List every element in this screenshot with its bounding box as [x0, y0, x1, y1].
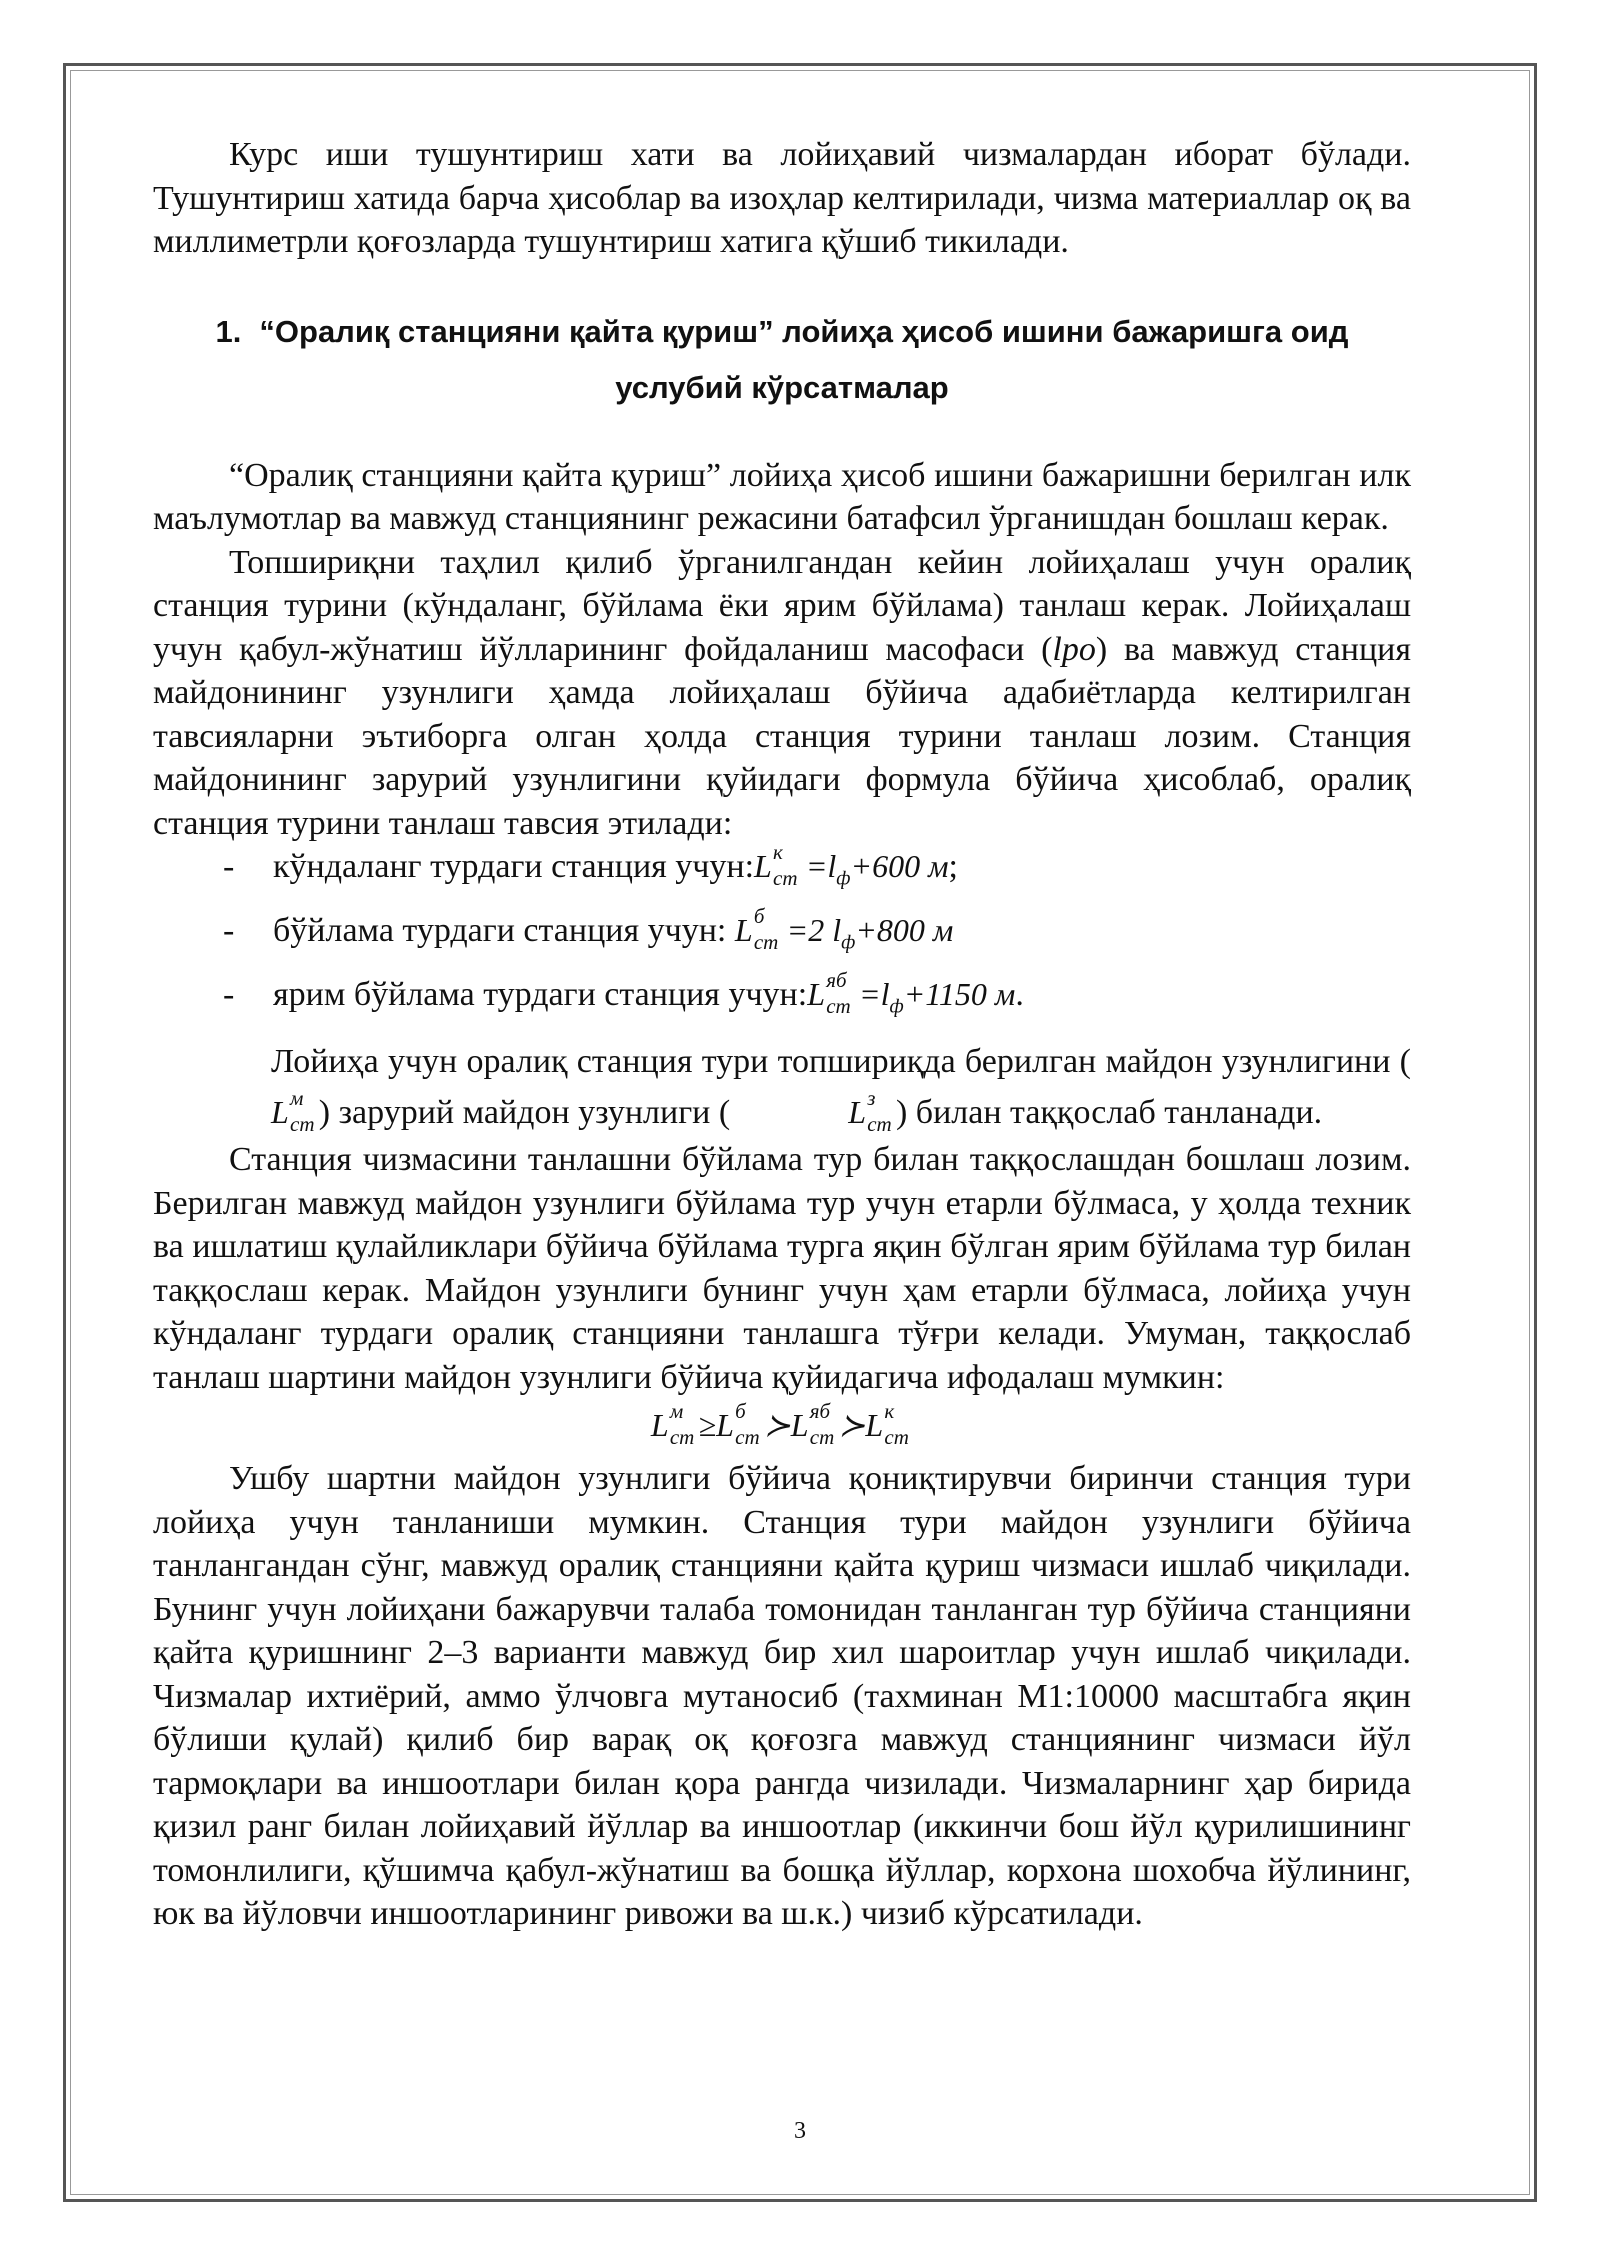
formula-sub: ст [826, 994, 851, 1018]
formula-sub: ст [809, 1425, 835, 1449]
formula-rhs: =l [859, 976, 890, 1012]
lpo-symbol: lpo [1052, 630, 1096, 668]
formula-semi-longitudinal [807, 968, 1016, 1018]
formula-symbol: L [865, 1407, 884, 1443]
paragraph-3 [153, 1037, 1411, 1138]
formula-rhs-sub: ф [889, 995, 904, 1018]
formula-symbol: L [734, 912, 753, 948]
paragraph-2-text-a: Топшириқни таҳлил қилиб ўрганилгандан кейин лойиҳалаш учун оралиқ станция турини (кўндаланг, бўйлама ёки ярим бўйлама) танлаш керак. Лойиҳалаш учун қабул-жўнатиш йўлларининг фойдаланиш масофаси ( [153, 543, 1411, 668]
formula-operator: ≻ [763, 1407, 791, 1443]
section-number: 1. [215, 313, 242, 349]
formula-rhs-tail: +800 м [855, 912, 954, 948]
list-item [153, 904, 1411, 973]
formula-rhs-tail: +600 м [850, 848, 949, 884]
paragraph-3-text-c: ) билан таққослаб танланади. [895, 1094, 1323, 1131]
list-item [153, 840, 1411, 909]
formula-operator: ≥ [698, 1407, 717, 1443]
paragraph-2 [153, 541, 1411, 846]
formula-sup: к [773, 840, 783, 864]
selection-condition-formula [153, 1401, 1411, 1449]
formula-sup: к [884, 1399, 895, 1423]
paragraph-3-text-b: ) зарурий майдон узунлиги ( [318, 1094, 731, 1131]
formula-sup: б [753, 904, 765, 928]
formula-sub: ст [884, 1425, 909, 1449]
list-item-label: ярим бўйлама турдаги станция учун: [273, 976, 808, 1013]
list-dash: - [223, 976, 235, 1013]
list-item-end: ; [948, 848, 958, 885]
formula-sub: ст [867, 1112, 892, 1136]
list-item-label: кўндаланг турдаги станция учун: [273, 848, 755, 885]
formula-rhs-tail: +1150 м [903, 976, 1016, 1012]
formula-sup: яб [809, 1399, 831, 1423]
paragraph-1: “Оралиқ станцияни қайта қуриш” лойиҳа ҳисоб ишини бажаришни берилган илк маълумотлар ва мавжуд станциянинг режасини батафсил ўрганишдан бошлаш керак. [153, 456, 1411, 537]
list-dash: - [223, 848, 235, 885]
formula-sub: ст [753, 930, 779, 954]
list-dash: - [223, 912, 235, 949]
formula-symbol: L [807, 976, 825, 1012]
formula-symbol: L [790, 1407, 809, 1443]
formula-symbol: L [754, 848, 772, 884]
section-title-line1: “Оралиқ станцияни қайта қуриш” лойиҳа ҳисоб ишини бажаришга оид [259, 313, 1349, 349]
formula-symbol: L [716, 1407, 734, 1443]
formula-sup: яб [826, 968, 847, 992]
formula-sup: з [867, 1086, 876, 1110]
formula-sub: ст [669, 1425, 695, 1449]
list-item [153, 968, 1411, 1037]
station-type-list [153, 840, 1411, 1037]
list-item-label: бўйлама турдаги станция учун: [273, 912, 735, 949]
paragraph-2-text-b: ) ва мавжуд станция майдонининг узунлиги ҳамда лойиҳалаш бўйича адабиётларда келтирилган тавсияларни эътиборга олган ҳолда станция турини танлаш лозим. Станция майдонининг зарурий узунлигини қуйидаги формула бўйича ҳисоблаб, оралиқ станция турини танлаш тавсия этилади: [153, 630, 1411, 842]
section-title-line2: услубий кўрсатмалар [615, 369, 949, 405]
formula-rhs-sub: ф [841, 931, 856, 954]
formula-symbol: L [848, 1094, 866, 1130]
formula-given-length [153, 1086, 319, 1136]
formula-longitudinal [734, 904, 954, 954]
formula-transverse [754, 840, 949, 890]
page-content [153, 133, 1411, 1936]
paragraph-4: Станция чизмасини танлашни бўйлама тур билан таққослашдан бошлаш лозим. Берилган мавжуд майдон узунлиги бўйлама тур учун етарли бўлмаса, у ҳолда техник ва ишлатиш қулайликлари бўйича бўйлама турга яқин бўлган ярим бўйлама тур билан таққослаш керак. Майдон узунлиги бунинг учун ҳам етарли бўлмаса, лойиҳа учун кўндаланг турдаги оралиқ станцияни танлашга тўғри келади. Умуман, таққослаб танлаш шартини майдон узунлиги бўйича қуйидагича ифодалаш мумкин: [153, 1141, 1411, 1396]
formula-operator: ≻ [838, 1407, 866, 1443]
formula-sub: ст [735, 1425, 760, 1449]
formula-symbol: L [650, 1407, 669, 1443]
formula-sup: м [669, 1399, 684, 1423]
page-number: 3 [794, 2118, 806, 2144]
formula-required-length [730, 1086, 896, 1136]
list-item-end: . [1015, 976, 1024, 1013]
intro-paragraph: Курс иши тушунтириш хати ва лойиҳавий чизмалардан иборат бўлади. Тушунтириш хатида барча ҳисоблар ва изоҳлар келтирилади, чизма материаллар оқ ва миллиметрли қоғозларда тушунтириш хатига қўшиб тикилади. [153, 136, 1411, 260]
section-heading [153, 304, 1411, 416]
formula-sup: м [290, 1086, 304, 1110]
paragraph-3-text-a: Лойиҳа учун оралиқ станция тури топшириқда берилган майдон узунлигини ( [271, 1043, 1411, 1080]
formula-sub: ст [290, 1112, 315, 1136]
paragraph-5: Ушбу шартни майдон узунлиги бўйича қониқтирувчи биринчи станция тури лойиҳа учун танланиши мумкин. Станция тури майдон узунлиги бўйича танлангандан сўнг, мавжуд оралиқ станцияни қайта қуриш чизмаси ишлаб чиқилади. Бунинг учун лойиҳани бажарувчи талаба томонидан танланган тур бўйича станцияни қайта қуришнинг 2–3 варианти мавжуд бир хил шароитлар учун ишлаб чиқилади. Чизмалар ихтиёрий, аммо ўлчовга мутаносиб (тахминан М1:10000 масштабга яқин бўлиши қулай) қилиб бир варақ оқ қоғозга мавжуд станциянинг чизмаси йўл тармоқлари ва иншоотлари билан қора рангда чизилади. Чизмаларнинг ҳар бирида қизил ранг билан лойиҳавий йўллар ва иншоотлар (иккинчи бош йўл қурилишининг томонлилиги, қўшимча қабул-жўнатиш ва бошқа йўллар, корхона шохобча йўлининг, юк ва йўловчи иншоотларининг ривожи ва ш.к.) чизиб кўрсатилади. [153, 1460, 1411, 1932]
formula-sup: б [735, 1399, 746, 1423]
formula-rhs: =l [805, 848, 837, 884]
formula-symbol: L [271, 1094, 289, 1130]
formula-sub: ст [773, 866, 798, 890]
formula-rhs-sub: ф [836, 867, 851, 890]
formula-rhs: =2 l [786, 912, 842, 948]
